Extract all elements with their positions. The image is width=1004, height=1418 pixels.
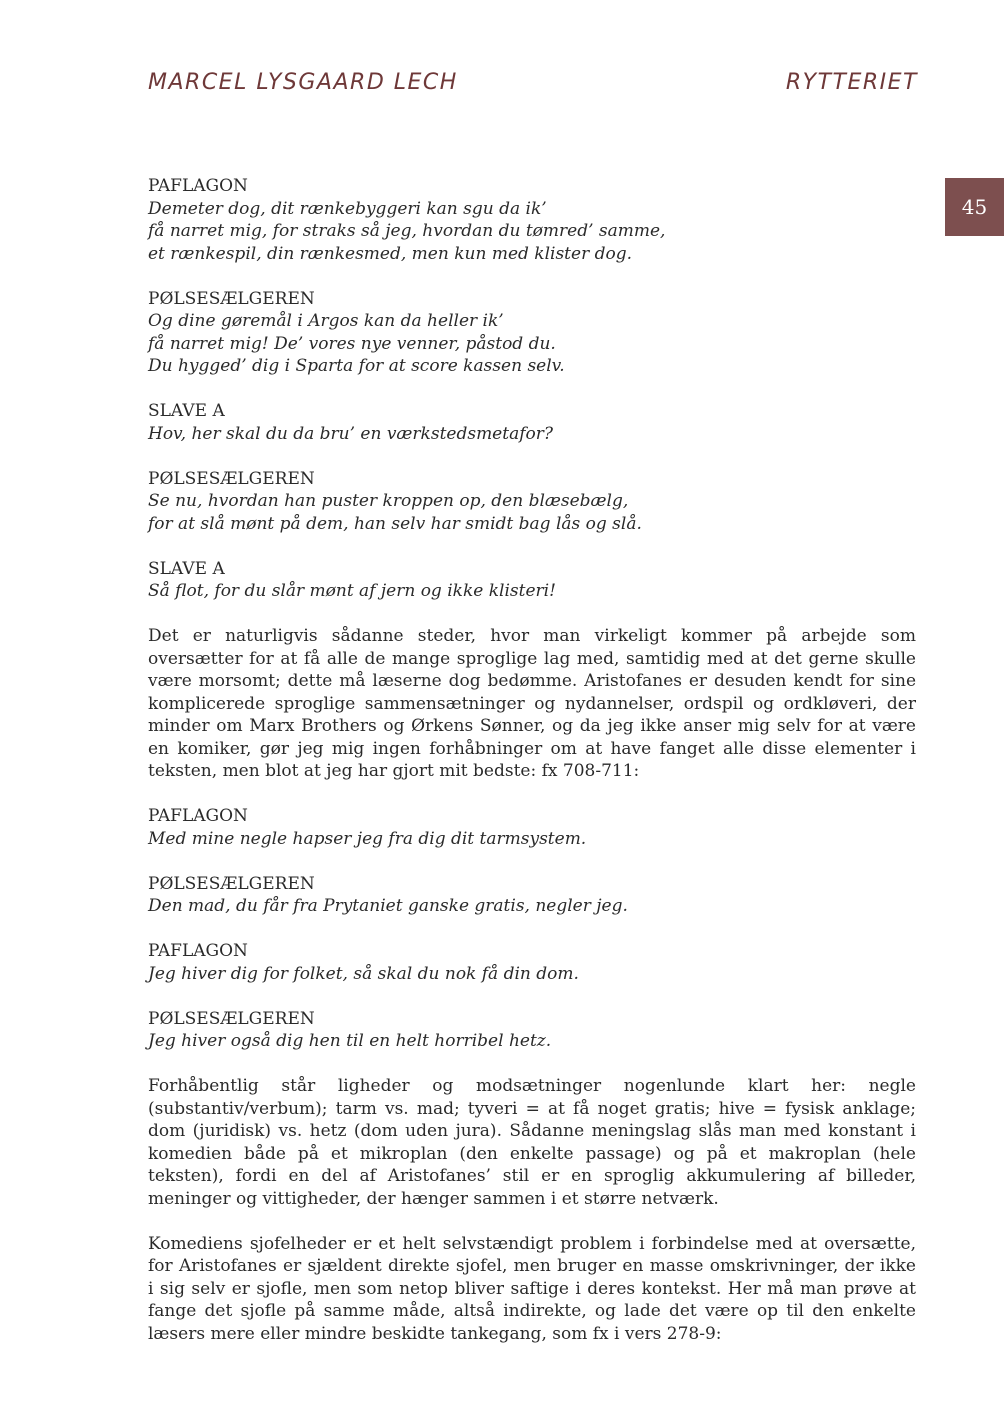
speaker-name: PØLSESÆLGEREN [148,873,315,894]
verse-line: Du hygged’ dig i Sparta for at score kassen selv. [148,356,565,376]
speech [148,175,916,265]
main-text [148,175,916,1368]
verse-line: få narret mig! De’ vores nye venner, påstod du. [148,333,556,354]
speech [148,940,916,985]
verse-line: Den mad, du får fra Prytaniet ganske gratis, negler jeg. [148,896,628,916]
verse-line: Se nu, hvordan han puster kroppen op, den blæsebælg, [148,491,629,511]
speech [148,558,916,603]
speaker-name: SLAVE A [148,558,225,579]
speaker-name: PAFLAGON [148,806,248,826]
speech [148,400,916,445]
verse-line: Demeter dog, dit rænkebyggeri kan sgu da ik’ [148,198,547,219]
verse-line: et rænkespil, din rænkesmed, men kun med klister dog. [148,243,633,264]
dialogue-block-1 [148,175,916,603]
paragraph-3: Komediens sjofelheder er et helt selvstændigt problem i forbindelse med at oversætte, for Aristofanes er sjældent direkte sjofel, men bruger en masse omskrivninger, der ikke i sig selv er sjofle, men som netop bliver saftige i deres kontekst. Her må man prøve at fange det sjofle på samme måde, altså indirekte, og lade det være op til den enkelte læsers mere eller mindre beskidte tankegang, som fx i vers 278-9: [148,1233,916,1344]
paragraph-1: Det er naturligvis sådanne steder, hvor man virkeligt kommer på arbejde som oversætter for at få alle de mange sproglige lag med, samtidig med at det gerne skulle være morsomt; dette må læserne dog bedømme. Aristofanes er desuden kendt for sine komplicerede sproglige sammensætninger og nydannelser, ordspil og ordkløveri, der minder om Marx Brothers og Ørkens Sønner, og da jeg ikke anser mig selv for at være en komiker, gør jeg mig ingen forhåbninger om at have fanget alle disse elementer i teksten, men blot at jeg har gjort mit bedste: fx 708-711: [148,626,916,781]
verse-line: Med mine negle hapser jeg fra dig dit tarmsystem. [148,828,587,849]
speaker-name: PAFLAGON [148,176,248,196]
paragraph-2: Forhåbentlig står ligheder og modsætninger nogenlunde klart her: negle (substantiv/verbum); tarm vs. mad; tyveri = at få noget gratis; hive = fysisk anklage; dom (juridisk) vs. hetz (dom uden jura). Sådanne meningslag slås man med konstant i komedien både på et mikroplan (den enkelte passage) og på et makroplan (hele teksten), fordi en del af Aristofanes’ stil er en sproglig akkumulering af billeder, meninger og vittigheder, der hænger sammen i et større netværk. [148,1076,916,1209]
verse-line: Jeg hiver dig for folket, så skal du nok få din dom. [148,963,579,984]
verse-line: for at slå mønt på dem, han selv har smidt bag lås og slå. [148,513,642,534]
speaker-name: PØLSESÆLGEREN [148,288,315,309]
speech [148,873,916,918]
speaker-name: PØLSESÆLGEREN [148,1008,315,1029]
speaker-name: PAFLAGON [148,941,248,961]
speaker-name: SLAVE A [148,401,225,421]
verse-line: Jeg hiver også dig hen til en helt horribel hetz. [148,1031,552,1051]
verse-line: Og dine gøremål i Argos kan da heller ik’ [148,311,504,331]
page-number-tab [945,178,1004,236]
speech [148,288,916,378]
page-number: 45 [961,195,988,219]
speech [148,468,916,536]
running-head-title: RYTTERIET [785,70,918,95]
dialogue-block-2 [148,805,916,1053]
verse-line: Hov, her skal du da bru’ en værkstedsmetafor? [148,423,553,444]
speech [148,1008,916,1053]
verse-line: få narret mig, for straks så jeg, hvordan du tømred’ samme, [148,221,666,241]
speaker-name: PØLSESÆLGEREN [148,468,315,489]
speech [148,805,916,850]
verse-line: Så flot, for du slår mønt af jern og ikke klisteri! [148,581,556,601]
running-head-author: MARCEL LYSGAARD LECH [148,70,458,95]
